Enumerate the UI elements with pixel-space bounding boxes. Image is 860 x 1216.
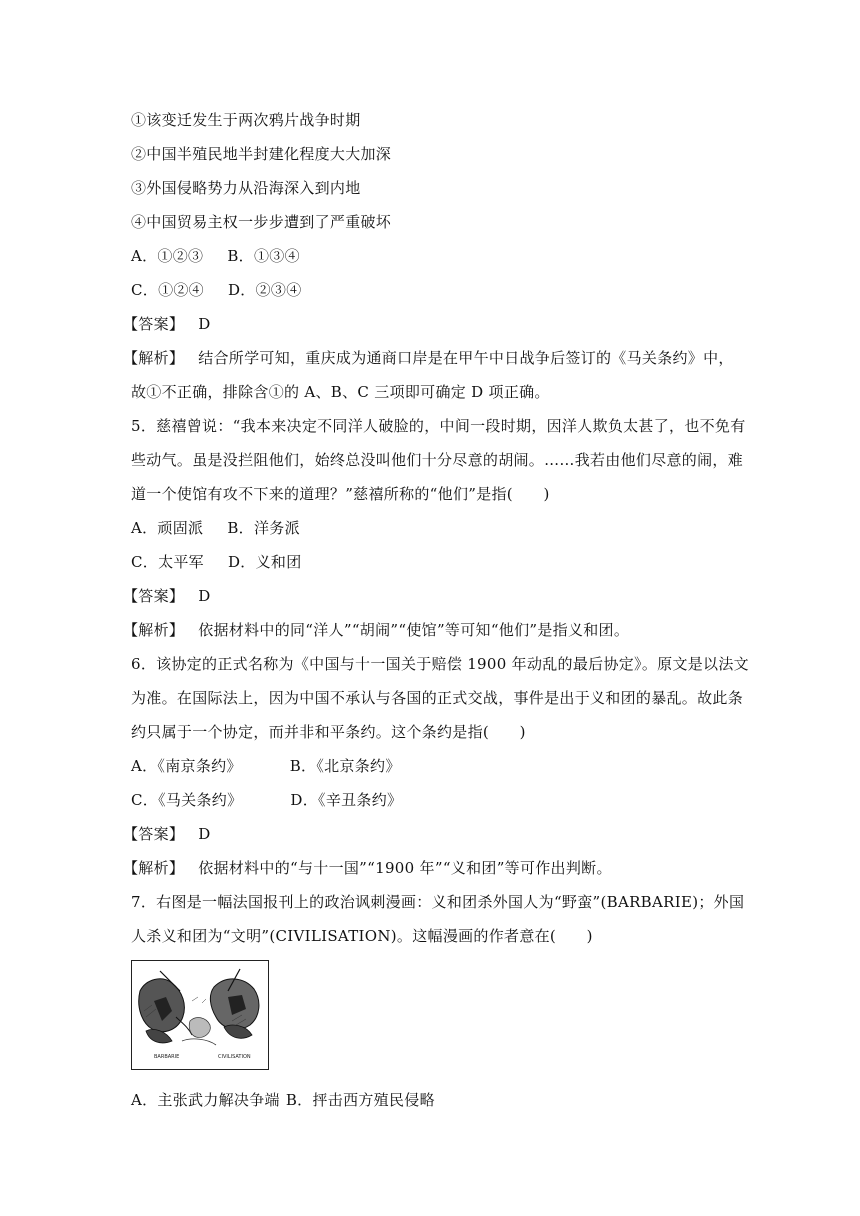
cartoon-illustration <box>132 961 267 1068</box>
q5-choice-b: B．洋务派 <box>227 519 300 537</box>
q4-choice-b: B．①③④ <box>227 247 300 265</box>
q4-option-3: ③外国侵略势力从沿海深入到内地 <box>131 179 361 197</box>
cartoon-caption-left: BARBARIE <box>154 1054 180 1060</box>
q6-choices-row-2 <box>131 790 402 810</box>
q5-stem-line-1: 5．慈禧曾说：“我本来决定不同洋人破脸的，中间一段时期，因洋人欺负太甚了，也不免有 <box>131 417 746 435</box>
q4-choices-row-2 <box>131 280 302 300</box>
q5-choice-d: D．义和团 <box>227 553 302 571</box>
cartoon-caption-right: CIVILISATION <box>218 1054 251 1060</box>
q4-analysis-line-1 <box>123 348 734 368</box>
q7-stem-line-1: 7．右图是一幅法国报刊上的政治讽刺漫画：义和团杀外国人为“野蛮”(BARBARIE)；外国 <box>131 893 745 911</box>
q6-answer <box>123 824 211 844</box>
q4-option-4: ④中国贸易主权一步步遭到了严重破坏 <box>131 213 392 231</box>
q4-choice-c: C．①②④ <box>131 281 204 299</box>
q5-stem-line-2: 些动气。虽是没拦阻他们，始终总没叫他们十分尽意的胡闹。……我若由他们尽意的闹，难 <box>131 451 744 469</box>
answer-tag: 【答案】 <box>123 587 185 605</box>
q4-choice-a: A．①②③ <box>131 247 204 265</box>
analysis-text: 依据材料中的“与十一国”“1900 年”“义和团”等可作出判断。 <box>198 859 612 877</box>
analysis-tag: 【解析】 <box>123 859 185 877</box>
answer-tag: 【答案】 <box>123 825 185 843</box>
q4-analysis-line-2: 故①不正确，排除含①的 A、B、C 三项即可确定 D 项正确。 <box>131 383 550 401</box>
q5-choice-c: C．太平军 <box>131 553 204 571</box>
q4-option-1: ①该变迁发生于两次鸦片战争时期 <box>131 111 361 129</box>
q5-stem-line-3: 道一个使馆有攻不下来的道理？”慈禧所称的“他们”是指( ) <box>131 485 550 503</box>
analysis-text: 依据材料中的同“洋人”“胡闹”“使馆”等可知“他们”是指义和团。 <box>198 621 630 639</box>
analysis-tag: 【解析】 <box>123 349 185 367</box>
q5-choices-row-2 <box>131 552 302 572</box>
q4-choices-row-1 <box>131 246 300 266</box>
q6-choice-a: A．《南京条约》 <box>131 757 242 775</box>
answer-value: D <box>198 315 211 333</box>
q7-choice-b: B．抨击西方殖民侵略 <box>285 1091 435 1109</box>
answer-value: D <box>198 825 211 843</box>
answer-value: D <box>198 587 211 605</box>
q5-choices-row-1 <box>131 518 300 538</box>
q6-stem-line-2: 为准。在国际法上，因为中国不承认与各国的正式交战，事件是出于义和团的暴乱。故此条 <box>131 689 744 707</box>
q5-analysis <box>123 620 630 640</box>
q6-choice-d: D．《辛丑条约》 <box>290 791 403 809</box>
q6-choice-c: C．《马关条约》 <box>131 791 243 809</box>
q7-choices-row-1 <box>131 1090 435 1110</box>
q6-stem-line-1: 6．该协定的正式名称为《中国与十一国关于赔偿 1900 年动乱的最后协定》。原文是以法文 <box>131 655 749 673</box>
analysis-text: 结合所学可知，重庆成为通商口岸是在甲午中日战争后签订的《马关条约》中， <box>198 349 734 367</box>
q5-choice-a: A．顽固派 <box>131 519 204 537</box>
q4-choice-d: D．②③④ <box>227 281 302 299</box>
q4-answer <box>123 314 211 334</box>
answer-tag: 【答案】 <box>123 315 185 333</box>
q7-stem-line-2: 人杀义和团为“文明”(CIVILISATION)。这幅漫画的作者意在( ) <box>131 927 593 945</box>
analysis-tag: 【解析】 <box>123 621 185 639</box>
q7-choice-a: A．主张武力解决争端 <box>131 1091 280 1109</box>
satirical-cartoon-image <box>131 960 269 1070</box>
q6-analysis <box>123 858 612 878</box>
q6-choice-b: B．《北京条约》 <box>289 757 401 775</box>
q6-stem-line-3: 约只属于一个协定，而并非和平条约。这个条约是指( ) <box>131 723 526 741</box>
q4-option-2: ②中国半殖民地半封建化程度大大加深 <box>131 145 392 163</box>
q6-choices-row-1 <box>131 756 401 776</box>
q5-answer <box>123 586 211 606</box>
